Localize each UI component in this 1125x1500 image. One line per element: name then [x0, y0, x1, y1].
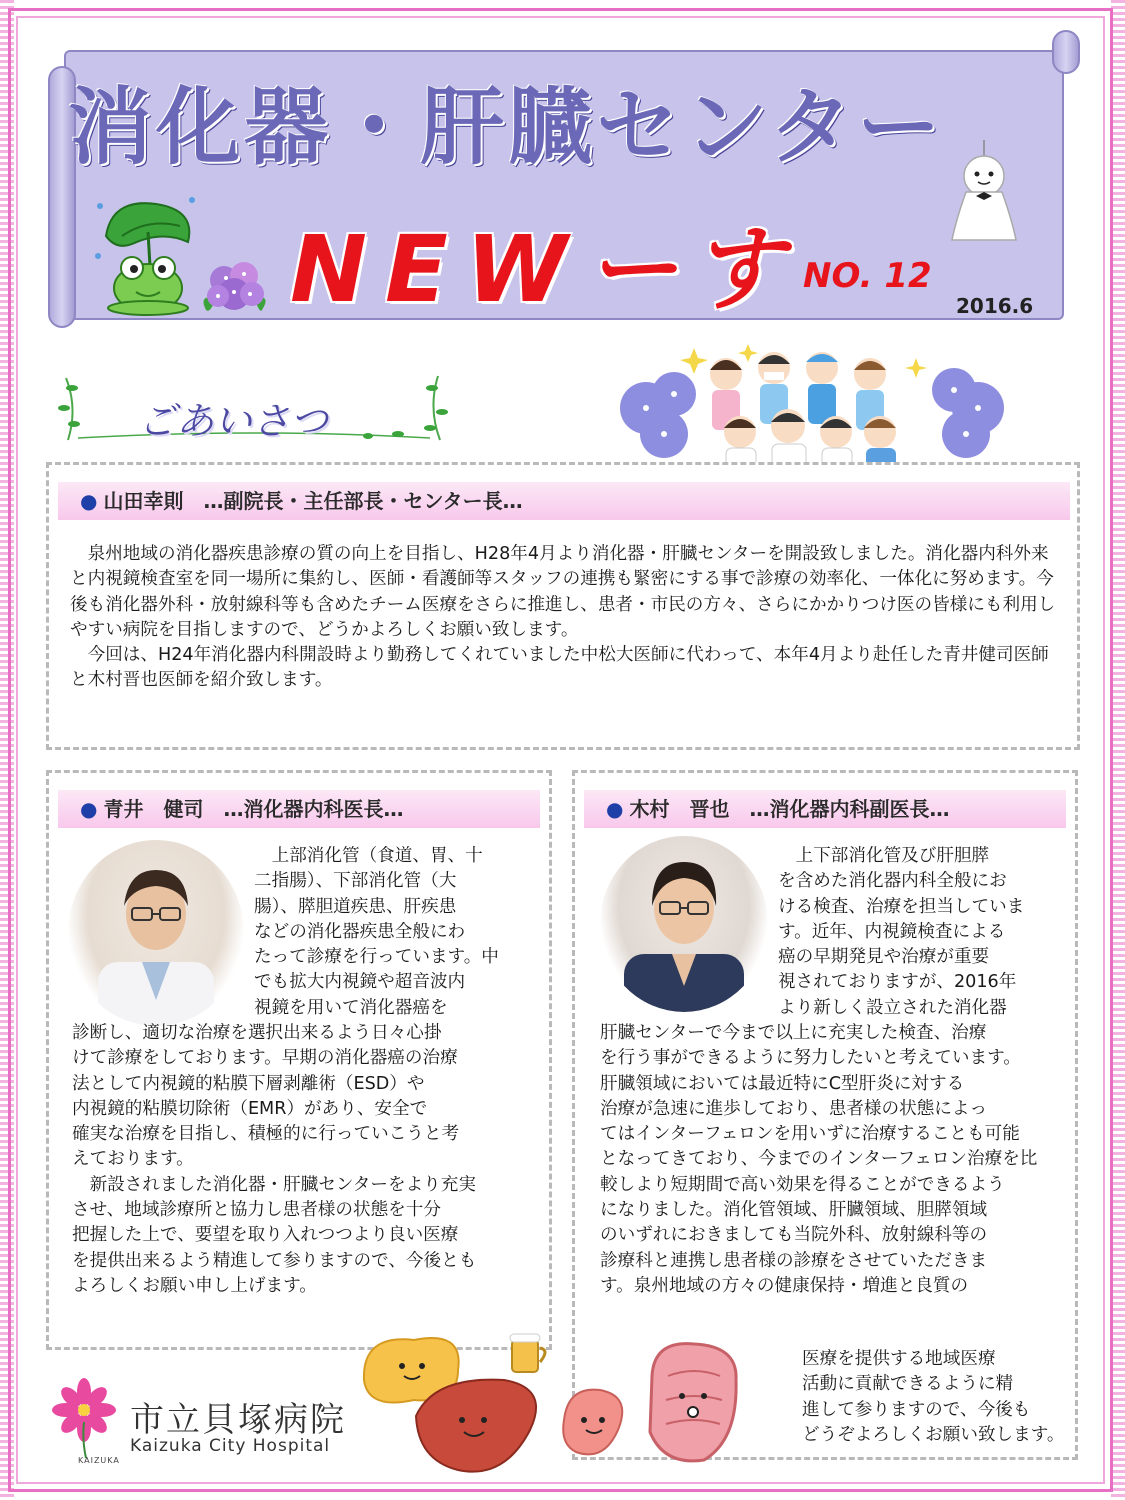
doctor-aoi-line: 内視鏡的粘膜切除術（EMR）があり、安全で	[72, 1098, 428, 1119]
hospital-name: 市立貝塚病院	[130, 1400, 346, 1440]
doctor-kimura-line: す。泉州地域の方々の健康保持・増進と良質の	[600, 1275, 969, 1296]
hospital-name-english: Kaizuka City Hospital	[130, 1436, 331, 1456]
greeting-text	[70, 542, 1062, 694]
teruteru-bozu-illustration	[948, 140, 1020, 244]
doctor-aoi-line: 新設されました消化器・肝臓センターをより充実	[72, 1174, 476, 1195]
doctor-aoi-line: よろしくお願い申し上げます。	[72, 1275, 317, 1296]
page-title: 消化器・肝臓センター	[68, 78, 945, 176]
greeting-heading: ごあいさつ	[138, 399, 329, 443]
doctor-kimura-title: 木村 晋也 …消化器内科副医長…	[629, 797, 950, 821]
greeting-paragraph: 今回は、H24年消化器内科開設時より勤務してくれていました中松大医師に代わって、本年4月より赴任した青井健司医師と木村晋也医師を紹介致します。	[70, 645, 1049, 691]
doctor-aoi-line: たって診療を行っています。中	[254, 947, 499, 968]
doctor-aoi-line: させ、地域診療所と協力し患者様の状態を十分	[72, 1200, 441, 1221]
doctor-kimura-line: 較しより短期間で高い効果を得ることができるよう	[600, 1174, 1005, 1195]
doctor-kimura-line: 視されておりますが、2016年	[778, 972, 1017, 993]
doctor-aoi-line: 法として内視鏡的粘膜下層剥離術（ESD）や	[72, 1073, 425, 1094]
doctor-kimura-line: 活動に貢献できるように精	[802, 1374, 1014, 1395]
doctor-aoi-line: を提供出来るよう精進して参りますので、今後とも	[72, 1250, 477, 1271]
greeting-paragraph: 泉州地域の消化器疾患診療の質の向上を目指し、H28年4月より消化器・肝臓センターを開設致しました。消化器内科外来と内視鏡検査室を同一場所に集約し、医師・看護師等スタッフの連携も緊密にする事で診療の効率化、一体化に努めます。今後も消化器外科・放射線科等も含めたチーム医療をさらに推進し、患者・市民の方々、さらにかかりつけ医の皆様にも利用しやすい病院を目指しますので、どうかよろしくお願い致します。	[70, 544, 1056, 640]
frog-illustration	[92, 196, 204, 316]
doctor-aoi-portrait	[68, 840, 244, 1026]
greeting-heading-block	[58, 368, 448, 448]
doctor-kimura-line: 治療が急速に進歩しており、患者様の状態によっ	[600, 1098, 988, 1119]
bullet-dot-icon: ●	[606, 797, 624, 821]
doctor-aoi-line: 視鏡を用いて消化器癌を	[254, 997, 448, 1018]
doctor-kimura-line: 診療科と連携し患者様の診療をさせていただきま	[600, 1250, 988, 1271]
doctor-aoi-text-full	[72, 1021, 542, 1299]
doctor-aoi-line: 確実な治療を目指し、積極的に行っていこうと考	[72, 1124, 460, 1145]
doctor-aoi-line: 把握した上で、要望を取り入れつつより良い医療	[72, 1225, 459, 1246]
hospital-logo	[48, 1378, 348, 1478]
doctor-kimura-text-right	[778, 844, 1068, 1021]
doctor-aoi-title: 青井 健司 …消化器内科医長…	[103, 797, 404, 821]
doctor-kimura-line: どうぞよろしくお願い致します。	[802, 1424, 1065, 1445]
doctor-kimura-text-full	[600, 1021, 1066, 1299]
doctor-aoi-photo	[68, 840, 244, 1026]
doctor-kimura-line: 肝臓領域においては最近特にC型肝炎に対する	[600, 1073, 965, 1094]
doctor-aoi-line: 腸）、膵胆道疾患、肝疾患	[254, 896, 457, 917]
doctor-aoi-line: でも拡大内視鏡や超音波内	[254, 972, 466, 993]
doctor-kimura-line: となってきており、今までのインターフェロン治療を比	[600, 1149, 1038, 1170]
doctor-kimura-line: になりました。消化管領域、肝臓領域、胆膵領域	[600, 1200, 988, 1221]
doctor-kimura-portrait	[600, 836, 768, 1012]
greeting-author: 山田幸則 …副院長・主任部長・センター長…	[103, 489, 523, 513]
doctor-aoi-line: 診断し、適切な治療を選択出来るよう日々心掛	[72, 1023, 442, 1043]
doctor-kimura-line: 肝臓センターで今まで以上に充実した検査、治療	[600, 1023, 987, 1043]
doctor-aoi-text-right	[254, 844, 544, 1021]
frame-stripe-right	[1111, 0, 1125, 1500]
issue-number: NO. 12	[803, 256, 932, 296]
doctor-kimura-line: てはインターフェロンを用いずに治療することも可能	[600, 1124, 1020, 1145]
hydrangea-illustration	[196, 254, 274, 324]
bullet-dot-icon: ●	[80, 797, 98, 821]
doctor-kimura-photo	[600, 836, 768, 1012]
doctor-kimura-line: のいずれにおきましても当院外科、放射線科等の	[600, 1225, 988, 1246]
doctor-kimura-line: ける検査、治療を担当していま	[778, 896, 1025, 917]
doctor-kimura-line: を含めた消化器内科全般にお	[778, 871, 1007, 892]
banner-scroll-roll-right	[1052, 30, 1080, 74]
doctor-kimura-line: を行う事ができるように努力したいと考えています。	[600, 1048, 1021, 1069]
newsletter-title: NEWーす	[290, 216, 801, 323]
doctor-aoi-line: けて診療をしております。早期の消化器癌の治療	[72, 1048, 458, 1069]
doctor-kimura-line: 進して参りますので、今後も	[802, 1399, 1031, 1420]
doctor-aoi-line: えております。	[72, 1149, 194, 1170]
doctor-aoi-line: などの消化器疾患全般にわ	[254, 921, 466, 942]
doctor-kimura-line: す。近年、内視鏡検査による	[778, 921, 1006, 942]
doctor-kimura-text-end	[802, 1347, 1068, 1448]
organ-characters-illustration	[354, 1320, 784, 1480]
doctor-aoi-line: 二指腸）、下部消化管（大	[254, 871, 457, 892]
hospital-logo-mark-text: KAIZUKA	[78, 1456, 120, 1465]
greeting-author-bar	[58, 482, 1070, 520]
cosmos-flower-icon	[48, 1378, 120, 1458]
doctor-kimura-line: より新しく設立された消化器	[778, 997, 1007, 1018]
doctor-aoi-line: 上部消化管（食道、胃、十	[271, 846, 483, 866]
doctor-aoi-bar	[58, 790, 540, 828]
doctor-kimura-line: 医療を提供する地域医療	[802, 1349, 996, 1369]
doctor-kimura-line: 癌の早期発見や治療が重要	[778, 947, 990, 968]
doctor-kimura-line: 上下部消化管及び肝胆膵	[795, 846, 990, 866]
doctor-kimura-bar	[584, 790, 1066, 828]
issue-date: 2016.6	[956, 294, 1034, 318]
bullet-dot-icon: ●	[80, 489, 98, 513]
